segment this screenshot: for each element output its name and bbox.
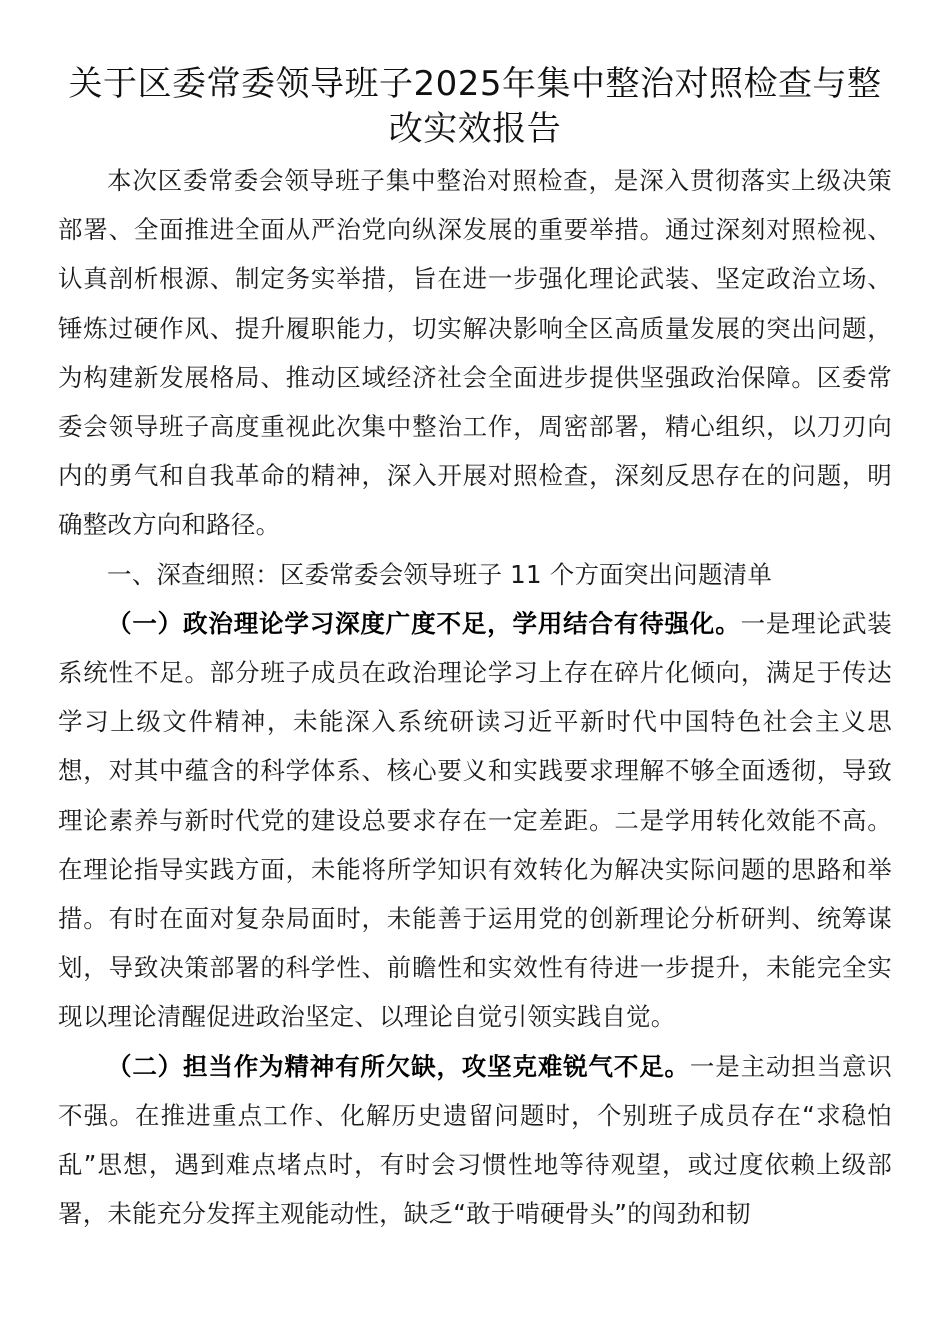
document-title: 关于区委常委领导班子2025年集中整治对照检查与整改实效报告 (68, 64, 882, 149)
item-title-2: （二）担当作为精神有所欠缺，攻坚克难锐气不足。 (107, 1051, 690, 1081)
document-body (58, 156, 892, 1238)
item-paragraph-2 (58, 1042, 892, 1239)
item-body-1: 一是理论武装系统性不足。部分班子成员在政治理论学习上存在碎片化倾向，满足于传达学习上级文件精神，未能深入系统研读习近平新时代中国特色社会主义思想，对其中蕴含的科学体系、核心要义和实践要求理解不够全面透彻，导致理论素养与新时代党的建设总要求存在一定差距。二是学用转化效能不高。在理论指导实践方面，未能将所学知识有效转化为解决实际问题的思路和举措。有时在面对复杂局面时，未能善于运用党的创新理论分析研判、统筹谋划，导致决策部署的科学性、前瞻性和实效性有待进一步提升，未能完全实现以理论清醒促进政治坚定、以理论自觉引领实践自觉。 (58, 608, 892, 1032)
item-paragraph-1 (58, 599, 892, 1042)
item-body-2: 一是主动担当意识不强。在推进重点工作、化解历史遗留问题时，个别班子成员存在“求稳怕乱”思想，遇到难点堵点时，有时会习惯性地等待观望，或过度依赖上级部署，未能充分发挥主观能动性，缺乏“敢于啃硬骨头”的闯劲和韧 (58, 1051, 892, 1229)
section-heading-1: 一、深查细照：区委常委会领导班子 11 个方面突出问题清单 (107, 559, 773, 589)
item-title-1: （一）政治理论学习深度广度不足，学用结合有待强化。 (107, 608, 741, 638)
intro-paragraph: 本次区委常委会领导班子集中整治对照检查，是深入贯彻落实上级决策部署、全面推进全面从严治党向纵深发展的重要举措。通过深刻对照检视、认真剖析根源、制定务实举措，旨在进一步强化理论武装、坚定政治立场、锤炼过硬作风、提升履职能力，切实解决影响全区高质量发展的突出问题，为构建新发展格局、推动区域经济社会全面进步提供坚强政治保障。区委常委会领导班子高度重视此次集中整治工作，周密部署，精心组织，以刀刃向内的勇气和自我革命的精神，深入开展对照检查，深刻反思存在的问题，明确整改方向和路径。 (58, 166, 892, 540)
